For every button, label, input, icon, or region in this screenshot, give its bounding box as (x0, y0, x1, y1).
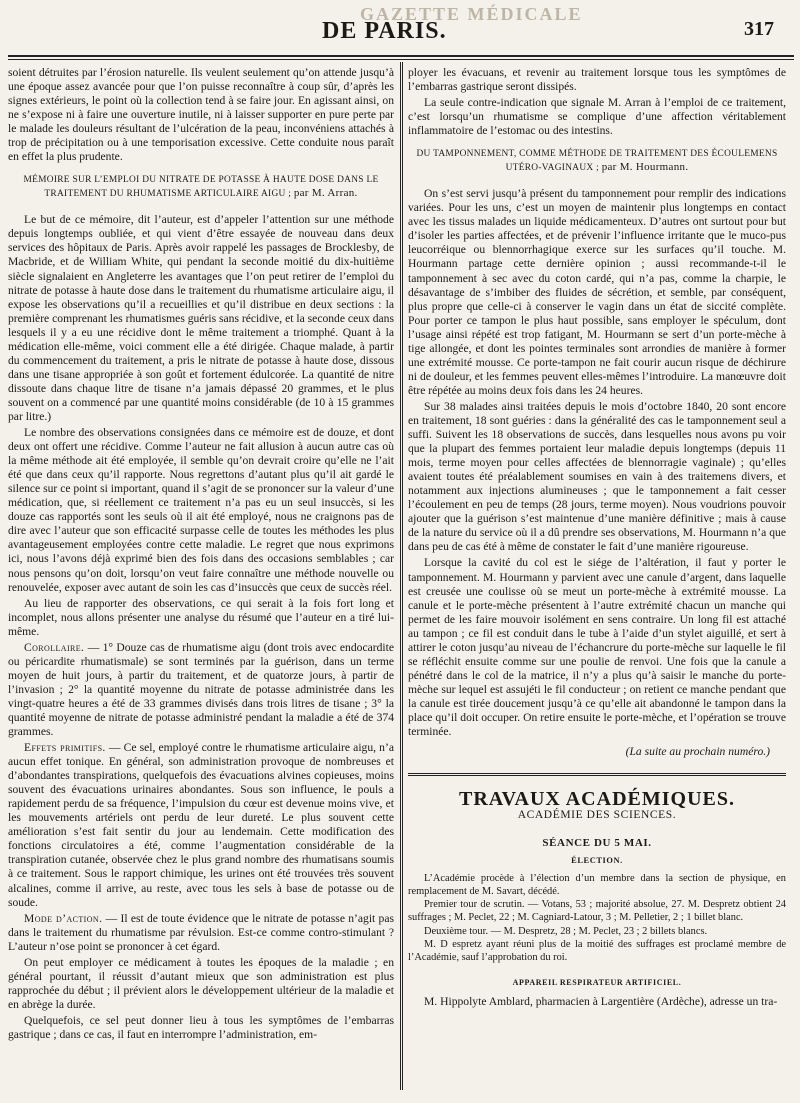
paragraph: M. Hippolyte Amblard, pharmacien à Largentière (Ardèche), adresse un tra- (424, 994, 778, 1008)
effets-paragraph (8, 741, 394, 910)
masthead-title: DE PARIS. (322, 18, 447, 44)
header-rule-thin (8, 59, 794, 60)
section-heading-title: DU TAMPONNEMENT, COMME MÉTHODE DE TRAITEMENT DES ÉCOULEMENS UTÉRO-VAGINAUX ; (416, 149, 778, 174)
academic-rule (408, 773, 786, 776)
paragraph: Au lieu de rapporter des observations, ce qui serait à la fois fort long et incomplet, nous allons présenter une analyse du résumé que l’auteur en a tiré lui-même. (8, 596, 394, 638)
academic-section-title: TRAVAUX ACADÉMIQUES. (459, 788, 735, 811)
column-divider (400, 62, 403, 1090)
paragraph: La seule contre-indication que signale M. Arran à l’emploi de ce traitement, c’est lorsqu’un rhumatisme se complique d’une affection véritablement inflammatoire de l’estomac ou des intestins. (408, 96, 786, 138)
paragraph: Le but de ce mémoire, dit l’auteur, est d’appeler l’attention sur une méthode depuis longtemps oubliée, et qui vient d’être essayée de nouveau dans deux services des hôpitaux de Paris. Après avoir rappelé les passages de Brocklesby, de Macbride, et de William White, qui pendant la seconde moitié du dix-huitième siècle signalaient en Angleterre les avantages que l’on peut retirer de l’emploi du nitrate de potasse à haute dose dans le traitement du rhumatisme articulaire aigu, il expose les observations qu’il a recueillies et qu’il distribue en deux sections : la première comprenant les rhumatismes guéris sans récidive, et la seconde ceux dans lesquels il y a eu une récidive dont le même traitement a triomphé. Quant à la médication elle-même, voici comment elle a été dirigée. Chaque malade, à partir du commencement du traitement, a pris le nitrate de potasse à haute dose, dissous dans une tisane appropriée à son goût et fortement édulcorée. La quantité de nitre dissoute dans chaque litre de tisane n’a jamais dépassé 20 grammes, et le plus souvent on a commencé par une quantité moins considérable (de 10 à 15 grammes par litre.) (8, 213, 394, 423)
paragraph: ployer les évacuans, et revenir au traitement lorsque tous les symptômes de l’embarras gastrique seront dissipés. (408, 66, 786, 94)
continued-note: (La suite au prochain numéro.) (625, 745, 770, 759)
academic-paragraph: Deuxième tour. — M. Despretz, 28 ; M. Peclet, 23 ; 2 billets blancs. (424, 925, 708, 937)
academic-text (408, 873, 786, 964)
paragraph: Quelquefois, ce sel peut donner lieu à tous les symptômes de l’embarras gastrique ; dans ce cas, il faut en interrompre l’administration, em- (8, 1013, 394, 1041)
corollaire-text: — 1° Douze cas de rhumatisme aigu (dont trois avec endocardite ou péricardite rhumatismale) se sont terminés par la guérison, dans un terme moyen de huit jours, à partir du traitement, et de quatorze jours, à partir de l’invasion ; 2° la quantité moyenne du nitrate de potasse administrée dans les vingt-quatre heures a été de 33 grammes divisés dans trois litres de tisane ; 3° la quantité moyenne de nitrate de potasse administré pendant la maladie a été de 374 grammes. (8, 640, 394, 739)
academic-paragraph: Premier tour de scrutin. — Votans, 53 ; majorité absolue, 27. M. Despretz obtient 24 suffrages ; M. Peclet, 22 ; M. Cagniard-Latour, 3 ; M. Pelletier, 2 ; 1 billet blanc. (408, 899, 786, 924)
right-column (408, 66, 786, 1011)
left-column (8, 66, 394, 1044)
appareil-heading: APPAREIL RESPIRATEUR ARTIFICIEL. (512, 978, 682, 988)
mode-text: — Il est de toute évidence que le nitrate de potasse n’agit pas dans le traitement du rhumatisme par révulsion. Est-ce comme contro-stimulant ? L’auteur n’ose point se prononcer à cet égard. (8, 911, 394, 953)
header-rule (8, 55, 794, 57)
section-heading-author: par M. Arran. (293, 187, 358, 200)
corollaire-label: Corollaire. (24, 640, 85, 654)
paragraph: soient détruites par l’érosion naturelle. Ils veulent seulement qu’on attende jusqu’à une époque assez avancée pour que l’on puisse reconnaître à coup sûr, d’après les signes extérieurs, le point où la collection tend à se faire jour. En agissant ainsi, on ne s’expose ni à faire une ouverture inutile, ni à laisser supporter en pure perte par le malade les douleurs résultant de l’ulcération de la peau, inconvéniens attachés à trop de précipitation ou à une temporisation excessive. Cette conduite nous paraît en effet la plus prudente. (8, 66, 394, 164)
election-heading: ÉLECTION. (571, 856, 623, 866)
effets-text: — Ce sel, employé contre le rhumatisme articulaire aigu, n’a aucun effet tonique. En général, son administration provoque de nombreuses et d’abondantes transpirations, quelquefois des évacuations alvines copieuses, moins souvent des évacuations urinaires abondantes. Sous son influence, le pouls a rapidement perdu de sa fréquence, l’impulsion du cœur est devenue moins vive, et les mouvements artériels ont perdu de leur dureté. Le plus souvent cette amélioration s’est fait sentir du jour au lendemain. Cette modification des fonctions circulatoires a été, comme l’augmentation considérable de la transpiration cutanée, observée chez le plus grand nombre des rhumatisans soumis à ce traitement. Sous le rapport chimique, les urines ont été trouvées très souvent alcalines, comme il arrive, au reste, avec tous les sels à base de potasse ou de soude. (8, 741, 394, 909)
mode-paragraph (8, 912, 394, 954)
mode-label: Mode d’action. (24, 911, 103, 925)
page-number: 317 (744, 18, 774, 40)
section-heading-author: par M. Hourmann. (601, 161, 689, 174)
seance-date: SÉANCE DU 5 MAI. (542, 837, 652, 850)
paragraph: Le nombre des observations consignées dans ce mémoire est de douze, et dont deux ont offert une récidive. Comme l’auteur ne fait allusion à aucun autre cas où la même méthode ait été employée, il semble qu’on devrait croire qu’elle ne l’ait été que dans ceux qu’il rapporte. Nous regrettons d’autant plus qu’il ait gardé le silence sur ce point si important, quand il s’agit de se prononcer sur la valeur d’une médication, que, si réellement ce traitement n’a pas eu un seul insuccès, si les douze cas rapportés sont les seuls où il ait été employé, nous ne craignons pas de dire avec l’auteur que son efficacité surpasse celle de toutes les méthodes les plus avantageusement employées contre cette maladie. Le regret que nous exprimons ici, nous l’avons déjà exprimé bien des fois dans des occasions semblables ; car nous pensons qu’on doit, lorsqu’on veut faire connaître une méthode nouvelle ou renouvelée, exposer avec autant de soin les cas d’insuccès que ceux de succès réel. (8, 426, 394, 594)
paragraph: On s’est servi jusqu’à présent du tamponnement pour remplir des indications variées. Pour les uns, c’est un moyen de maintenir plus longtemps en contact avec les tissus malades un liquide médicamenteux. D’autres ont surtout pour but d’isoler les parties affectées, et de prévenir l’influence irritante que le muco-pus leucorréique ou blennorrhagique exerce sur les surfaces qu’il touche. M. Hourmann partage cette dernière opinion ; aussi recommande-t-il le tamponnement à sec avec du coton cardé, qui n’a pas, comme la charpie, le désavantage de s’imbiber des fluides de sécrétion, et semble, par conséquent, plus propre que celle-ci à conserver le vagin dans un état de siccité complète. Pour porter ce tampon le plus haut possible, sans employer le spéculum, dont l’usage ainsi répété est trop fatigant, M. Hourmann se sert d’un porte-mèche à tige allongée, et dont les pointes terminales sont arrondies de manière à former une extrémité mousse. Ce porte-tampon ne fait courir aucun risque de déchirure ni de douleur, et les femmes peuvent elles-mêmes l’introduire. La manœuvre doit être répétée au moins deux fois dans les 24 heures. (408, 187, 786, 397)
section-heading-tamponnement (414, 148, 780, 175)
academic-section-subtitle: ACADÉMIE DES SCIENCES. (517, 809, 677, 822)
paragraph: Sur 38 malades ainsi traitées depuis le mois d’octobre 1840, 20 sont encore en traitement, 18 sont guéries : dans la généralité des cas le tamponnement seul a suffi. Suivent les 18 observations de succès, dans lesquelles nous avons pu voir que la plupart des femmes portaient leur maladie depuis longtemps (depuis 11 mois, terme moyen pour celles affectées de blennorragie vaginale) ; qu’elles avaient toutes été préalablement soumises en vain à des traitemens divers, et notamment aux injections alumineuses ; que le tamponnement a fait cesser l’écoulement en peu de temps (28 jours, terme moyen). Nous voudrions pouvoir ajouter que la guérison s’est maintenue d’une manière définitive ; mais à cause de la nature du service où il a dû prendre ses observations, M. Hourmann n’a que dans peu de cas été à même de constater le fait d’une manière rigoureuse. (408, 399, 786, 554)
academic-paragraph: M. D espretz ayant réuni plus de la moitié des suffrages est proclamé membre de l’Académie, sauf l’approbation du roi. (408, 939, 786, 963)
paragraph: On peut employer ce médicament à toutes les époques de la maladie ; en général pourtant, il réussit d’autant mieux que son administration est plus rapprochée du début ; il prévient alors le développement ultérieur de la maladie et en abrège la durée. (8, 955, 394, 1011)
academic-paragraph: L’Académie procède à l’élection d’un membre dans la section de physique, en remplacement de M. Savart, décédé. (408, 873, 786, 897)
masthead-ghost-text: GAZETTE MÉDICALE (360, 4, 583, 24)
effets-label: Effets primitifs. (24, 741, 106, 755)
page-header (0, 0, 800, 58)
section-heading-nitrate (14, 174, 388, 201)
paragraph: Lorsque la cavité du col est le siége de l’altération, il faut y porter le tamponnement. M. Hourmann y parvient avec une canule d’argent, dans laquelle est creusée une coulisse où se meut un porte-mèche à extrémité mousse. La canule et le porte-mèche présentent à l’autre extrémité chacun un manche qui permet de les faire mouvoir isolément en sens contraire. Un long fil est attaché au tampon ; ce fil est conduit dans le tube à l’aide d’un stylet aiguillé, et sert à attirer le coton jusqu’au niveau de l’échancrure du porte-mèche sur laquelle le fil se réfléchit ensuite comme sur une poulie de renvoi. Une fois que la canule a pénétré dans le col de la matrice, il n’y a plus qu’à saisir le manche du porte-mèche sur lequel est assujéti le fil conducteur ; on retient ce manche pendant que la canule est tirée doucement jusqu’à ce qu’elle ait abandonné le tampon dans la place qu’il doit occuper. On retire ensuite le porte-mèche, et l’opération se trouve terminée. (408, 556, 786, 739)
corollaire-paragraph (8, 641, 394, 739)
section-heading-title: MÉMOIRE SUR L’EMPLOI DU NITRATE DE POTASSE À HAUTE DOSE DANS LE TRAITEMENT DU RHUMATISME ARTICULAIRE AIGU ; (23, 175, 379, 200)
